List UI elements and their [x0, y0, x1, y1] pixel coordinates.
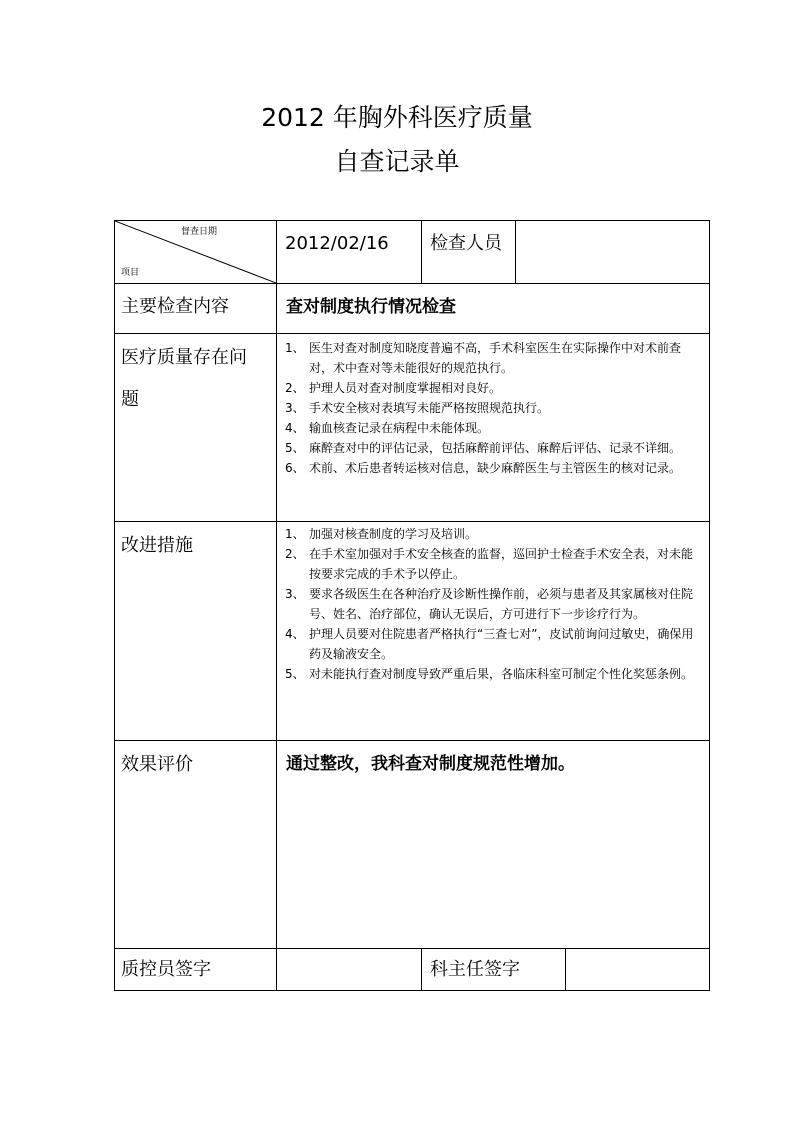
- list-item: 4、 输血核查记录在病程中未能体现。: [285, 421, 490, 435]
- problems-label-line1: 医疗质量存在问: [121, 347, 247, 368]
- inspection-date: 2012/02/16: [285, 233, 389, 254]
- director-signature-value-cell: [565, 948, 710, 991]
- director-signature-label-cell: [421, 948, 566, 991]
- qc-signature-label: 质控员签字: [121, 959, 211, 980]
- problems-list-cell: [276, 333, 710, 522]
- qc-signature-value-cell: [276, 948, 422, 991]
- measures-list-cell: [276, 521, 710, 741]
- measures-label-cell: [114, 521, 277, 741]
- diag-label-item: 项目: [121, 268, 140, 278]
- main-content-value: 查对制度执行情况检查: [286, 297, 456, 317]
- list-item: 5、 麻醉查对中的评估记录，包括麻醉前评估、麻醉后评估、记录不详细。: [285, 441, 682, 455]
- date-cell: [276, 220, 422, 284]
- inspector-label: 检查人员: [430, 233, 502, 254]
- list-item: 1、 医生对查对制度知晓度普遍不高，手术科室医生在实际操作中对术前查对，术中查对等未能很好的规范执行。: [285, 341, 682, 375]
- list-item: 2、 在手术室加强对手术安全核查的监督，巡回护士检查手术安全表，对未能按要求完成的手术予以停止。: [285, 547, 694, 581]
- measures-list: [285, 524, 703, 684]
- document-title: 2012 年胸外科医疗质量: [261, 103, 533, 132]
- inspector-label-cell: [421, 220, 516, 284]
- evaluation-value: 通过整改，我科查对制度规范性增加。: [286, 754, 575, 774]
- problems-label-cell: [114, 333, 277, 522]
- problems-label-line2: 题: [121, 389, 139, 410]
- list-item: 5、 对未能执行查对制度导致严重后果，各临床科室可制定个性化奖惩条例。: [285, 667, 694, 681]
- list-item: 4、 护理人员要对住院患者严格执行“三查七对”，皮试前询问过敏史，确保用药及输液安全。: [285, 627, 694, 661]
- evaluation-label-cell: [114, 740, 277, 949]
- evaluation-label: 效果评价: [121, 754, 193, 775]
- problems-list: [285, 338, 703, 478]
- main-content-label-cell: [114, 283, 277, 334]
- list-item: 1、 加强对核查制度的学习及培训。: [285, 527, 478, 541]
- evaluation-value-cell: [276, 740, 710, 949]
- inspector-value-cell: [515, 220, 710, 284]
- list-item: 3、 要求各级医生在各种治疗及诊断性操作前，必须与患者及其家属核对住院号、姓名、治疗部位，确认无误后，方可进行下一步诊疗行为。: [285, 587, 694, 621]
- qc-signature-label-cell: [114, 948, 277, 991]
- document-subtitle: 自查记录单: [334, 147, 460, 176]
- list-item: 6、 术前、术后患者转运核对信息，缺少麻醉医生与主管医生的核对记录。: [285, 461, 682, 475]
- diag-label-date: 督查日期: [181, 227, 218, 237]
- list-item: 3、 手术安全核对表填写未能严格按照规范执行。: [285, 401, 550, 415]
- main-content-label: 主要检查内容: [121, 296, 229, 317]
- diagonal-header-cell: [114, 220, 277, 284]
- list-item: 2、 护理人员对查对制度掌握相对良好。: [285, 381, 502, 395]
- director-signature-label: 科主任签字: [430, 959, 520, 980]
- main-content-value-cell: [276, 283, 710, 334]
- measures-label: 改进措施: [121, 535, 193, 556]
